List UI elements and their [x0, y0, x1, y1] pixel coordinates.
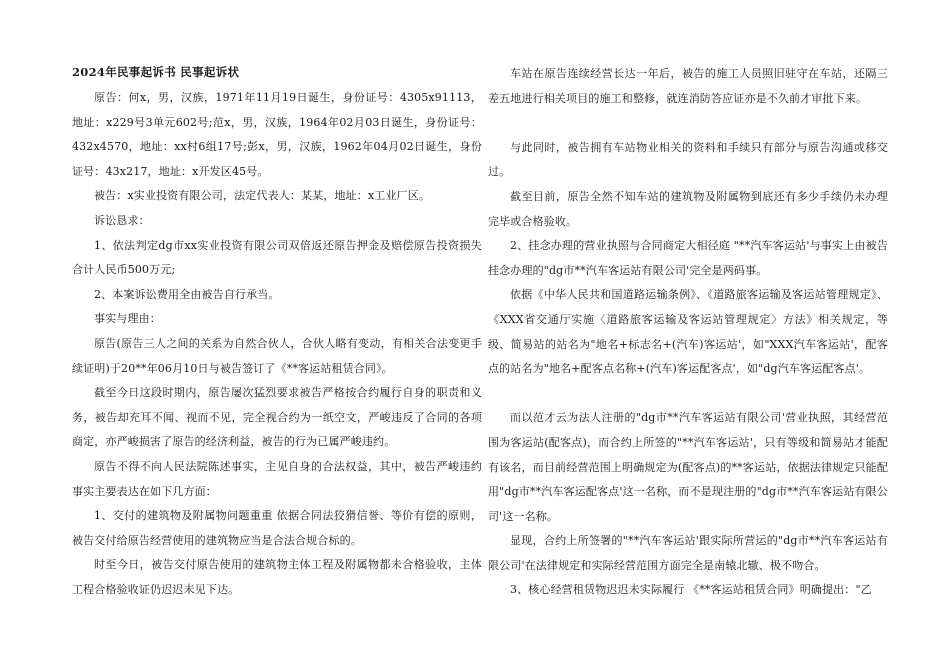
paragraph: 截至目前，原告全然不知车站的建筑物及附属物到底还有多少手续仍未办理完毕或合格验收。 [488, 189, 888, 228]
paragraph: 诉讼恳求： [94, 213, 150, 227]
left-column [72, 62, 482, 602]
paragraph: 车站在原告连续经营长达一年后，被告的施工人员照旧驻守在车站，还隔三差五地进行相关项目的施工和整修，就连消防答应证亦是不久前才审批下来。 [488, 67, 888, 105]
paragraph: 2、本案诉讼费用全由被告自行承当。 [94, 287, 280, 301]
paragraph: 原告(原告三人之间的关系为自然合伙人，合伙人略有变动，有相关合法变更手续证明)于20**年06月10日与被告签订了《**客运站租赁合同》。 [72, 336, 482, 375]
paragraph: 1、依法判定dg市xx实业投资有限公司双倍返还原告押金及赔偿原告投资损失合计人民币500万元; [72, 238, 482, 277]
paragraph: 事实与理由： [94, 312, 161, 326]
paragraph: 显现，合约上所签署的"**汽车客运站'跟实际所营运的"dg市**汽车客运站有限公司'在法律规定和实际经营范围方面完全是南辕北辙、极不吻合。 [488, 534, 888, 572]
right-column [488, 62, 888, 603]
paragraph: 2、挂念办理的营业执照与合同商定大相径庭 "**汽车客运站'与事实上由被告挂念办理的"dg市**汽车客运站有限公司'完全是两码事。 [488, 239, 888, 277]
paragraph: 与此同时，被告拥有车站物业相关的资料和手续只有部分与原告沟通或移交过。 [488, 140, 888, 179]
paragraph: 原告：何x，男，汉族，1971年11月19日诞生，身份证号：4305x91113，地址：x229号3单元602号;范x，男，汉族，1964年02月03日诞生，身份证号：432x4570，地址：xx村6组17号;彭x，男，汉族，1962年04月02日诞生，身份证号：43x217，地址：x开发区45号。 [72, 91, 482, 178]
paragraph: 1、交付的建筑物及附属物问题重重 依据合同法狡猾信誉、等价有偿的原则，被告交付给原告经营使用的建筑物应当是合法合规合标的。 [72, 509, 482, 547]
document-title: 2024年民事起诉书 民事起诉状 [72, 65, 240, 79]
paragraph: 而以范才云为法人注册的"dg市**汽车客运站有限公司'营业执照，其经营范围为客运站(配客点)，而合约上所签的"**汽车客运站'，只有等级和简易站才能配有该名，而目前经营范围上明确规定为(配客点)的**客运站，依据法律规定只能配用"dg市**汽车客运配客点'这一名称，而不是现注册的"dg市**汽车客运站有限公司'这一名称。 [488, 411, 888, 523]
paragraph: 原告不得不向人民法院陈述事实，主见自身的合法权益，其中，被告严峻违约事实主要表达在如下几方面： [72, 459, 482, 498]
paragraph: 被告：x实业投资有限公司，法定代表人：某某，地址：x工业厂区。 [94, 189, 431, 203]
paragraph: 时至今日，被告交付原告使用的建筑物主体工程及附属物都未合格验收，主体工程合格验收证仍迟迟未见下达。 [72, 558, 482, 596]
paragraph: 3、核心经营租赁物迟迟未实际履行 《**客运站租赁合同》明确提出："乙 [510, 583, 872, 597]
paragraph: 截至今日这段时期内，原告屡次猛烈要求被告严格按合约履行自身的职责和义务，被告却充耳不闻、视而不见，完全视合约为一纸空文，严峻违反了合同的各项商定，亦严峻损害了原告的经济利益，被告的行为已属严峻违约。 [72, 386, 482, 449]
paragraph: 依据《中华人民共和国道路运输条例》、《道路旅客运输及客运站管理规定》、《XXX省交通厅实施〈道路旅客运输及客运站管理规定〉方法》相关规定，等级、简易站的站名为"地名+标志名+(汽车)客运站'，如"XXX汽车客运站'，配客点的站名为"地名+配客点名称+(汽车)客运配客点'，如"dg汽车客运配客点'。 [488, 288, 888, 376]
